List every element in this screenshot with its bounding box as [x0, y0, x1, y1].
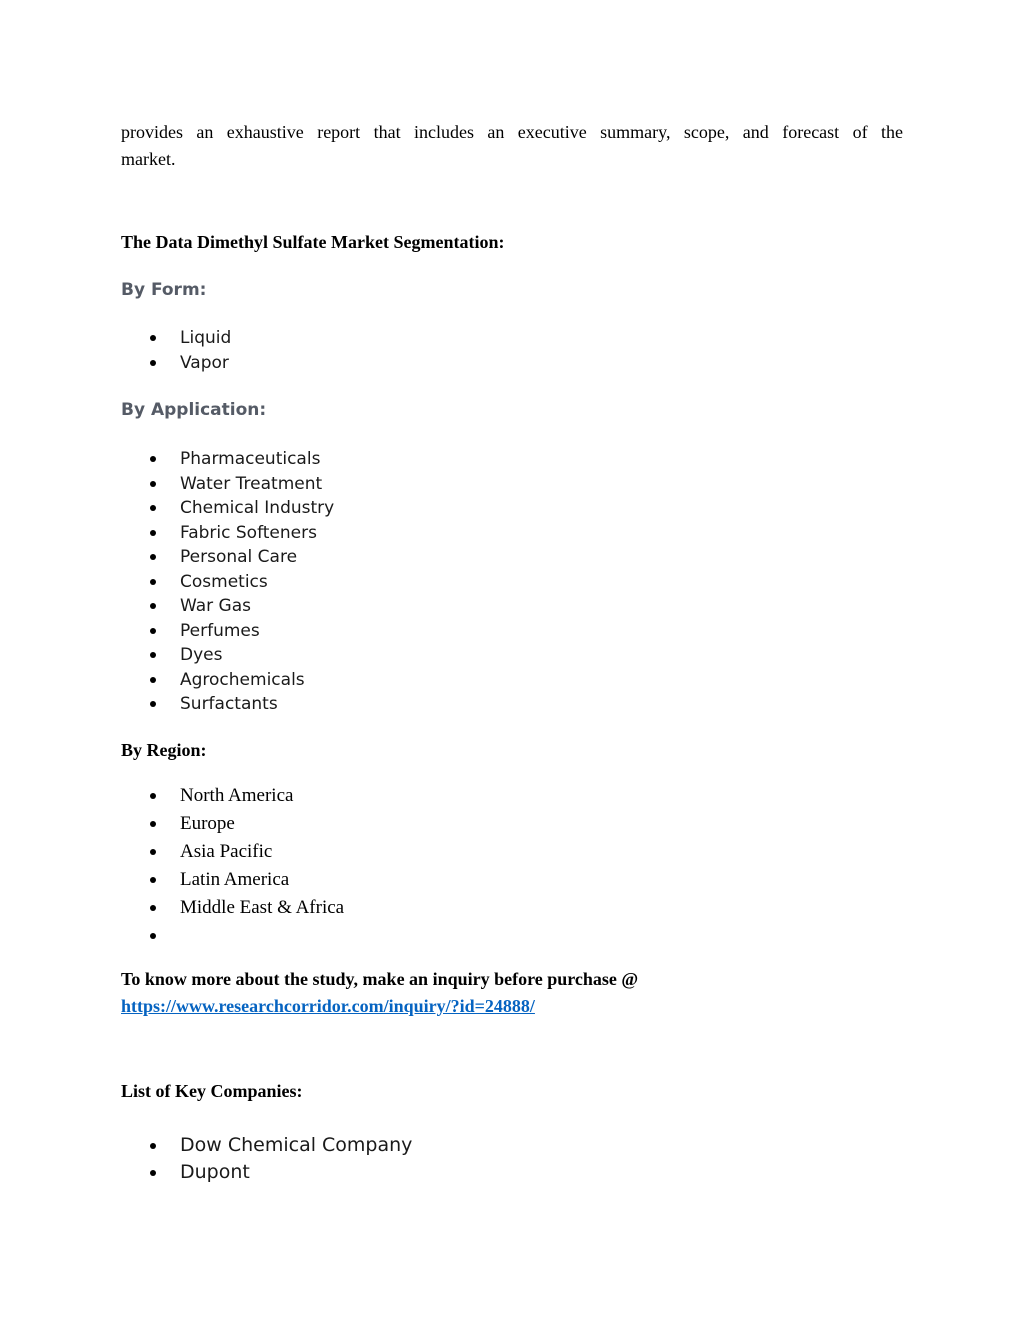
bullet-icon [150, 481, 156, 487]
companies-list [121, 1132, 412, 1186]
list-item: Fabric Softeners [121, 521, 334, 546]
list-item: Pharmaceuticals [121, 447, 334, 472]
bullet-icon [150, 360, 156, 366]
by-region-heading: By Region: [121, 740, 207, 760]
bullet-icon [150, 701, 156, 707]
intro-paragraph [121, 119, 903, 173]
list-item: Dupont [121, 1159, 412, 1186]
intro-line-2: market. [121, 149, 176, 169]
list-item: War Gas [121, 594, 334, 619]
list-item: Vapor [121, 351, 231, 376]
form-list [121, 326, 231, 375]
bullet-icon [150, 554, 156, 560]
bullet-icon [150, 1143, 156, 1149]
list-item: Asia Pacific [121, 838, 344, 866]
bullet-icon [150, 530, 156, 536]
list-item: Cosmetics [121, 570, 334, 595]
by-application-heading: By Application: [121, 400, 267, 420]
bullet-icon [150, 1170, 156, 1176]
list-item: Water Treatment [121, 472, 334, 497]
bullet-icon [150, 652, 156, 658]
bullet-icon [150, 793, 156, 799]
by-form-heading: By Form: [121, 280, 207, 300]
list-item-empty [121, 922, 344, 950]
segmentation-title: The Data Dimethyl Sulfate Market Segmentation: [121, 232, 505, 252]
key-companies-heading: List of Key Companies: [121, 1081, 303, 1101]
list-item: Latin America [121, 866, 344, 894]
list-item: Perfumes [121, 619, 334, 644]
list-item: Europe [121, 810, 344, 838]
bullet-icon [150, 603, 156, 609]
list-item: Liquid [121, 326, 231, 351]
bullet-icon [150, 505, 156, 511]
list-item: Dow Chemical Company [121, 1132, 412, 1159]
bullet-icon [150, 677, 156, 683]
bullet-icon [150, 905, 156, 911]
bullet-icon [150, 849, 156, 855]
list-item: Personal Care [121, 545, 334, 570]
inquiry-block [121, 966, 638, 1020]
list-item: Agrochemicals [121, 668, 334, 693]
list-item: Chemical Industry [121, 496, 334, 521]
list-item: North America [121, 782, 344, 810]
inquiry-link[interactable]: https://www.researchcorridor.com/inquiry/?id=24888/ [121, 996, 535, 1016]
inquiry-text: To know more about the study, make an inquiry before purchase @ [121, 969, 639, 989]
list-item: Surfactants [121, 692, 334, 717]
list-item: Dyes [121, 643, 334, 668]
intro-line-1: provides an exhaustive report that includes an executive summary, scope, and forecast of the [121, 122, 903, 142]
bullet-icon [150, 579, 156, 585]
region-list [121, 782, 344, 950]
bullet-icon [150, 821, 156, 827]
list-item: Middle East & Africa [121, 894, 344, 922]
bullet-icon [150, 335, 156, 341]
application-list [121, 447, 334, 717]
bullet-icon [150, 456, 156, 462]
bullet-icon [150, 877, 156, 883]
bullet-icon [150, 933, 156, 939]
bullet-icon [150, 628, 156, 634]
